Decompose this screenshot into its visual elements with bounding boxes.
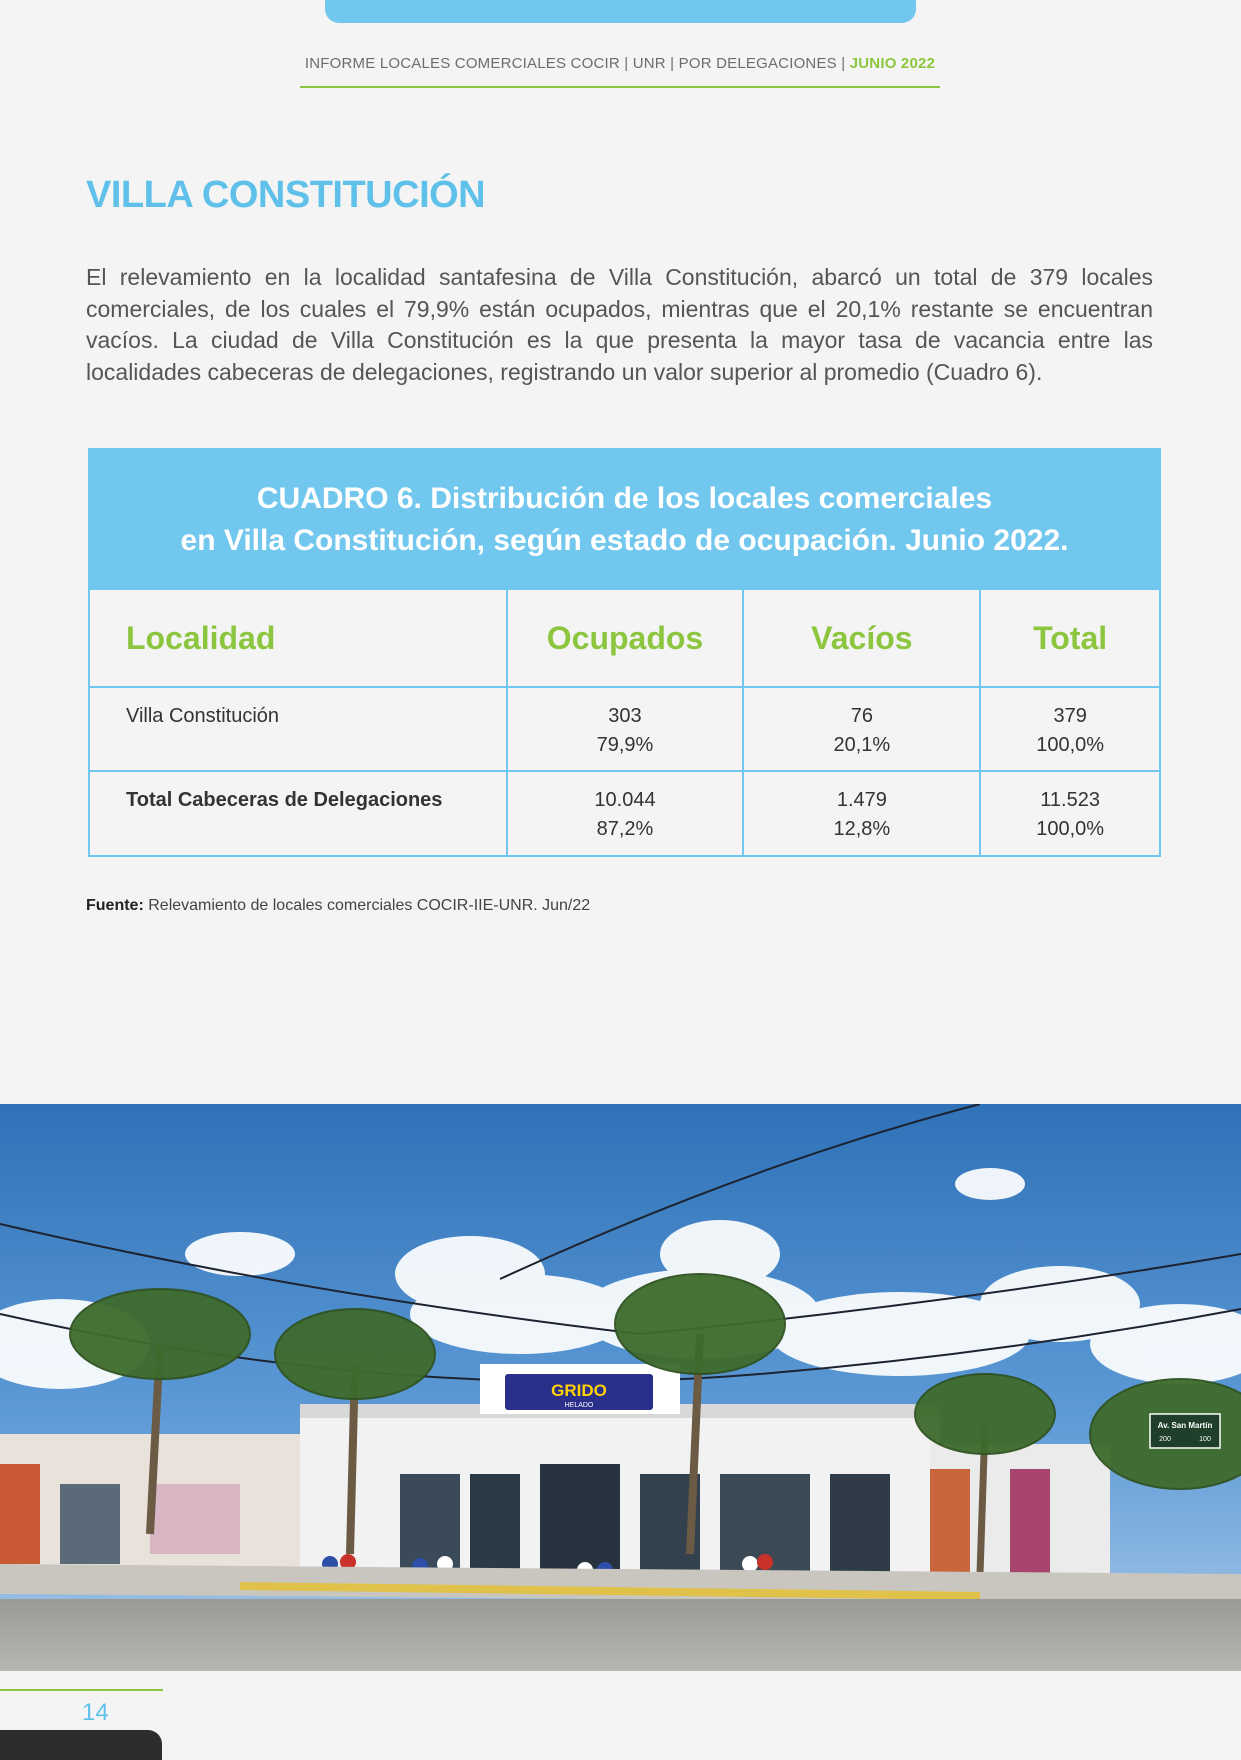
table-title-line-2: en Villa Constitución, según estado de ocupación. Junio 2022.: [180, 524, 1069, 557]
running-header: [300, 55, 940, 72]
header-ocupados: Ocupados: [507, 590, 744, 687]
street-sign-text: Av. San Martín: [1157, 1421, 1213, 1430]
cell-total-count: 11.523: [1040, 789, 1100, 811]
cell-vacios: [743, 687, 980, 771]
source-note: [86, 897, 590, 915]
cell-total: [980, 771, 1159, 855]
cell-localidad: Total Cabeceras de Delegaciones: [90, 771, 507, 855]
footer-tab-decoration: [0, 1730, 162, 1760]
cuadro-6-table: [88, 448, 1161, 857]
street-sign-number-2: 100: [1199, 1436, 1211, 1443]
page-number: 14: [82, 1699, 109, 1726]
cell-ocupados-pct: 79,9%: [596, 734, 654, 756]
occupancy-table: [90, 590, 1159, 855]
cell-vacios-pct: 12,8%: [833, 818, 891, 840]
running-header-date: JUNIO 2022: [849, 55, 936, 72]
cell-total-pct: 100,0%: [1036, 818, 1105, 840]
header-rule: [300, 86, 940, 88]
running-header-text: INFORME LOCALES COMERCIALES COCIR | UNR | POR DELEGACIONES |: [304, 55, 846, 72]
table-row: [90, 687, 1159, 771]
road: [0, 1599, 1241, 1671]
cell-vacios-pct: 20,1%: [833, 734, 891, 756]
cell-total-pct: 100,0%: [1036, 734, 1105, 756]
street-sign-number-1: 200: [1159, 1436, 1171, 1443]
street-photo: [0, 1104, 1241, 1671]
cell-total-count: 379: [1053, 705, 1087, 727]
cell-ocupados: [507, 687, 744, 771]
cell-ocupados-count: 303: [608, 705, 642, 727]
section-title: VILLA CONSTITUCIÓN: [86, 174, 486, 216]
street-sign: [1150, 1414, 1220, 1448]
cell-vacios-count: 1.479: [836, 789, 887, 811]
source-text: Relevamiento de locales comerciales COCIR-IIE-UNR. Jun/22: [148, 897, 591, 914]
grido-sign-text: GRIDO: [551, 1381, 607, 1400]
body-paragraph: El relevamiento en la localidad santafesina de Villa Constitución, abarcó un total de 379 locales comerciales, de los cuales el 79,9% están ocupados, mientras que el 20,1% restante se encuentran vacíos. La ciudad de Villa Constitución es la que presenta la mayor tasa de vacancia entre las localidades cabeceras de delegaciones, registrando un valor superior al promedio (Cuadro 6).: [86, 264, 1153, 385]
cell-total: [980, 687, 1159, 771]
footer-rule: [0, 1689, 163, 1691]
table-title: [90, 450, 1159, 590]
header-localidad: Localidad: [90, 590, 507, 687]
cell-localidad: Villa Constitución: [90, 687, 507, 771]
cell-vacios-count: 76: [850, 705, 873, 727]
cell-ocupados-count: 10.044: [594, 789, 656, 811]
table-header-row: [90, 590, 1159, 687]
table-row: [90, 771, 1159, 855]
cell-vacios: [743, 771, 980, 855]
header-total: Total: [980, 590, 1159, 687]
cell-ocupados: [507, 771, 744, 855]
grido-sign-subtext: HELADO: [564, 1402, 594, 1409]
cell-ocupados-pct: 87,2%: [596, 818, 654, 840]
top-tab-decoration: [325, 0, 916, 23]
header-vacios: Vacíos: [743, 590, 980, 687]
source-label: Fuente:: [86, 897, 144, 914]
table-title-line-1: CUADRO 6. Distribución de los locales comerciales: [256, 482, 993, 515]
